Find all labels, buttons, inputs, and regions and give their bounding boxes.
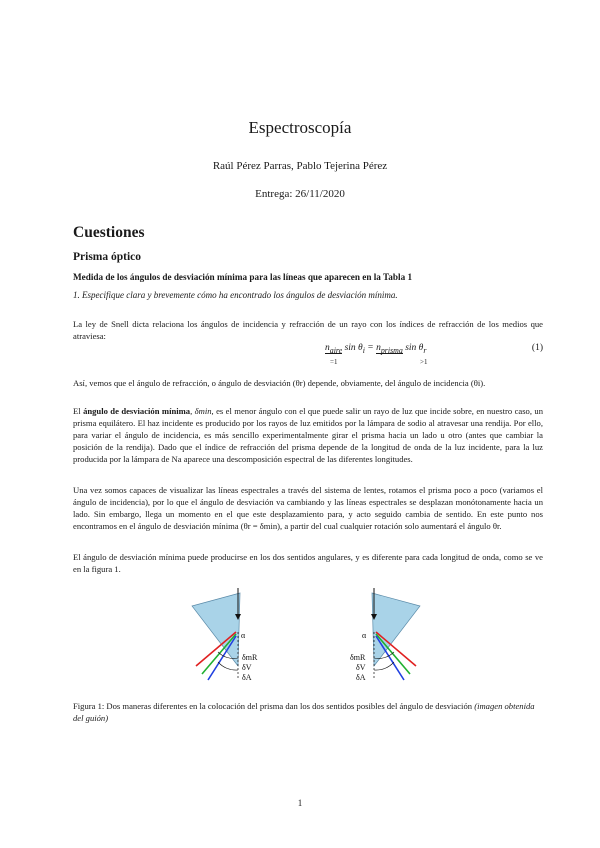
figure-caption (73, 700, 543, 724)
left-prism-diagram (192, 588, 258, 682)
equation-formula: $n_{aire}$ $\sin \theta_i = n_{prisma}$ $\sin \theta_r$ (325, 343, 427, 355)
page-number: 1 (297, 798, 303, 808)
p3-body: , es el menor ángulo con el que puede salir un rayo de luz que incide sobre, en nuestro caso, un prisma equilátero. El haz incidente es producido por los rayos de luz emitidos por la lámpara de sodio al atravesar una rendija. Por ello, para variar el ángulo de incidencia, es más sencillo experimentalmente girar el prisma hacia un lado u otro (antes que cambiar la posición de la rendija). Dado que el índice de refracción del prisma depende de la longitud de onda de la luz incidente, para la luz producida por la lámpara de Na aparece una descomposición espectral de las diferentes longitudes. (73, 406, 544, 465)
p3-lead: El (73, 406, 81, 416)
paper-title: Espectroscopía (248, 118, 352, 137)
figure-prism-diagrams (180, 588, 440, 688)
left-alpha-label: α (241, 631, 246, 640)
right-arc-v (374, 662, 394, 670)
right-prism-shape (372, 593, 420, 666)
question-text: 1. Especifique clara y brevemente cómo ha encontrado los ángulos de desviación mínima. (73, 290, 398, 300)
p3-bold-term: ángulo de desviación mínima (83, 406, 191, 416)
paragraph-procedure: Una vez somos capaces de visualizar las líneas espectrales a través del sistema de lentes, rotamos el prisma poco a poco (variamos el ángulo de incidencia), por lo que el ángulo de desviación va cambiando y las líneas espectrales se desplazan monótonamente hacia un lado. Sin embargo, llega un momento en el que este desplazamiento para, y acto seguido cambia de sentido. En este punto nos encontramos en el ángulo de desviación mínima (θr = δmin), a partir del cual cualquier rotación solo aumentará el ángulo θr. (73, 485, 543, 532)
left-arc-v (218, 662, 238, 670)
equation-snell (73, 341, 543, 371)
equation-lhs-sub: aire (329, 345, 343, 355)
paragraph-refraction: Así, vemos que el ángulo de refracción, o ángulo de desviación (θr) depende, obviamente, del ángulo de incidencia (θi). (73, 378, 486, 388)
authors: Raúl Pérez Parras, Pablo Tejerina Pérez (212, 160, 388, 172)
right-delta-v-label: δV (356, 663, 366, 672)
equation-number: (1) (531, 343, 543, 353)
paragraph-heading: Medida de los ángulos de desviación mínima para las líneas que aparecen en la Tabla 1 (73, 272, 413, 282)
p3-symbol: δmin (194, 406, 212, 416)
equation-rhs-sub: prisma (380, 345, 403, 355)
subsection-heading: Prisma óptico (73, 251, 142, 263)
right-prism-diagram (350, 588, 420, 682)
right-alpha-label: α (362, 631, 367, 640)
left-delta-v-label: δV (242, 663, 252, 672)
equation-underbrace-left: =1 (330, 358, 338, 366)
submission-date: Entrega: 26/11/2020 (255, 188, 345, 200)
equation-underbrace-right: >1 (420, 358, 428, 366)
caption-text: Figura 1: Dos maneras diferentes en la colocación del prisma dan los dos sentidos posibles del ángulo de desviación (73, 701, 473, 711)
left-delta-r-label: δmR (242, 653, 258, 662)
paragraph-min-deviation: El ángulo de desviación mínima, δmin, es el menor ángulo con el que puede salir un rayo de luz que incide sobre, en nuestro caso, un prisma equilátero. El haz incidente es producido por los rayos de luz emitidos por la lámpara de sodio al atravesar una rendija. Por ello, para variar el ángulo de incidencia, es más sencillo experimentalmente girar el prisma hacia un lado u otro (antes que cambiar la posición de la rendija). Dado que el índice de refracción del prisma depende de la longitud de onda de la luz incidente, para la luz producida por la lámpara de Na aparece una descomposición espectral de las diferentes longitudes. (73, 406, 544, 465)
left-prism-shape (192, 593, 240, 666)
section-heading: Cuestiones (73, 224, 145, 241)
paragraph-both-senses: El ángulo de desviación mínima puede producirse en los dos sentidos angulares, y es diferente para cada longitud de onda, como se ve en la figura 1. (73, 552, 543, 575)
right-delta-r-label: δmR (350, 653, 366, 662)
caption-note: (imagen obtenida del guión) (73, 701, 535, 723)
right-delta-a-label: δA (356, 673, 366, 682)
paragraph-snell: La ley de Snell dicta relaciona los ángulos de incidencia y refracción de un rayo con los índices de refracción de los medios que atraviesa: (73, 319, 543, 342)
left-delta-a-label: δA (242, 673, 252, 682)
